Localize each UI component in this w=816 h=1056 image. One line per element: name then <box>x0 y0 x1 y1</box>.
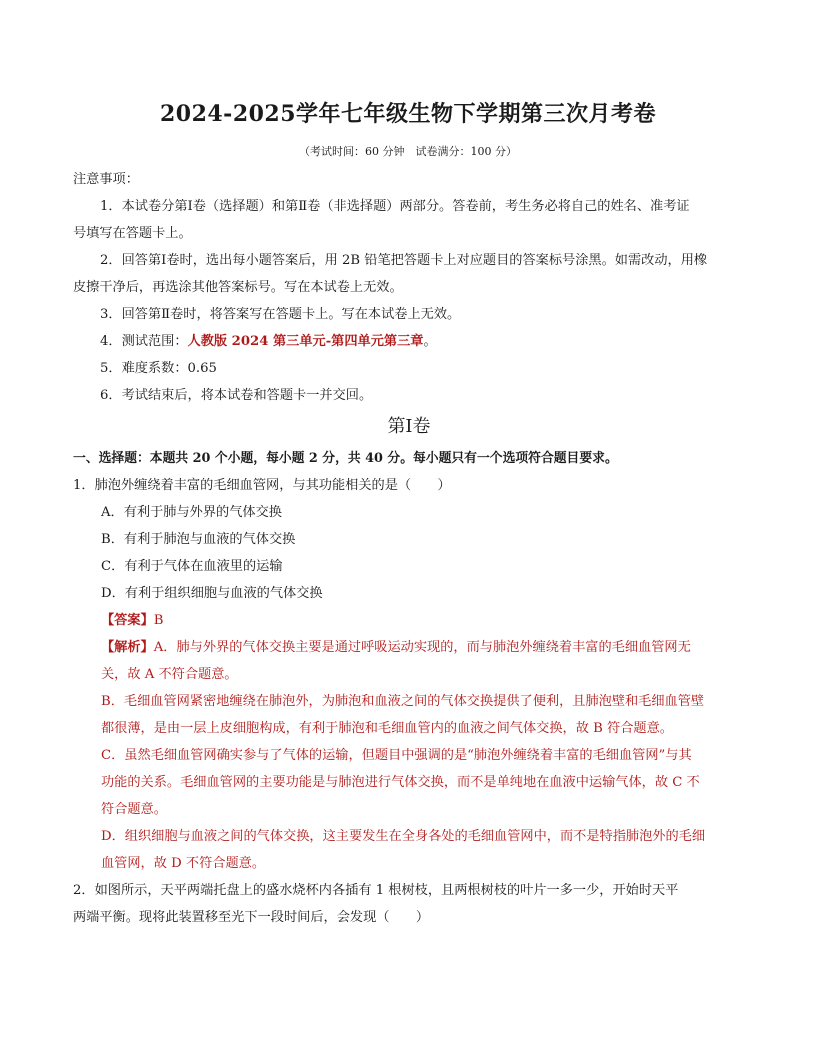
mcq-heading: 一、选择题：本题共 20 个小题，每小题 2 分，共 40 分。每小题只有一个选项符合题目要求。 <box>73 451 618 466</box>
answer-value: B <box>153 613 164 628</box>
analysis-c-line-2: 功能的关系。毛细血管网的主要功能是与肺泡进行气体交换，而不是单纯地在血液中运输气体，故 C 不 <box>101 775 700 790</box>
question-2-stem: 2．如图所示，天平两端托盘上的盛水烧杯内各插有 1 根树枝，且两根树枝的叶片一多一少，开始时天平 <box>73 883 679 898</box>
analysis-c-line-3: 符合题意。 <box>101 802 167 817</box>
section-title: 第Ⅰ卷 <box>387 416 431 437</box>
page-title: 2024-2025学年七年级生物下学期第三次月考卷 <box>159 101 657 127</box>
test-scope: 人教版 2024 第三单元-第四单元第三章 <box>187 334 424 349</box>
analysis-b-line-2: 都很薄，是由一层上皮细胞构成，有利于肺泡和毛细血管内的血液之间气体交换，故 B 符合题意。 <box>101 721 673 736</box>
notice-item-2: 2．回答第Ⅰ卷时，选出每小题答案后，用 2B 铅笔把答题卡上对应题目的答案标号涂黑。如需改动，用橡 <box>100 253 708 268</box>
q1-option-d: D．有利于组织细胞与血液的气体交换 <box>101 586 323 601</box>
notice-item-1: 1．本试卷分第Ⅰ卷（选择题）和第Ⅱ卷（非选择题）两部分。答卷前，考生务必将自己的姓名、准考证 <box>100 199 690 214</box>
analysis-a-line-1: A．肺与外界的气体交换主要是通过呼吸运动实现的，而与肺泡外缠绕着丰富的毛细血管网无 <box>153 640 691 655</box>
exam-content <box>73 166 745 931</box>
notice-item-4-suffix: 。 <box>423 334 437 349</box>
question-1-stem: 1．肺泡外缠绕着丰富的毛细血管网，与其功能相关的是（ ） <box>73 478 451 493</box>
analysis-d-line-1: D．组织细胞与血液之间的气体交换，这主要发生在全身各处的毛细血管网中，而不是特指肺泡外的毛细 <box>101 829 706 844</box>
q1-option-a: A．有利于肺与外界的气体交换 <box>101 505 282 520</box>
q1-option-c: C．有利于气体在血液里的运输 <box>101 559 283 574</box>
q1-answer <box>73 607 745 634</box>
analysis-a-line-2: 关，故 A 不符合题意。 <box>101 667 238 682</box>
q1-analysis-a <box>73 634 745 661</box>
q1-option-b: B．有利于肺泡与血液的气体交换 <box>101 532 296 547</box>
analysis-c-line-1: C．虽然毛细血管网确实参与了气体的运输，但题目中强调的是“肺泡外缠绕着丰富的毛细血管网”与其 <box>101 748 692 763</box>
notice-item-4-prefix: 4．测试范围： <box>100 334 188 349</box>
notice-item-6: 6．考试结束后，将本试卷和答题卡一并交回。 <box>100 388 373 403</box>
analysis-d-line-2: 血管网，故 D 不符合题意。 <box>101 856 266 871</box>
notice-item-3: 3．回答第Ⅱ卷时，将答案写在答题卡上。写在本试卷上无效。 <box>100 307 461 322</box>
analysis-label: 【解析】 <box>101 640 154 655</box>
notice-item-4 <box>73 328 745 355</box>
exam-info: （考试时间：60 分钟 试卷满分：100 分） <box>299 145 517 158</box>
notice-item-2-cont: 皮擦干净后，再选涂其他答案标号。写在本试卷上无效。 <box>73 280 403 295</box>
notice-heading: 注意事项： <box>73 172 139 187</box>
notice-item-5: 5．难度系数：0.65 <box>100 361 217 376</box>
notice-item-1-cont: 号填写在答题卡上。 <box>73 226 192 241</box>
analysis-b-line-1: B．毛细血管网紧密地缠绕在肺泡外，为肺泡和血液之间的气体交换提供了便利，且肺泡壁和毛细血管壁 <box>101 694 705 709</box>
answer-label: 【答案】 <box>101 613 154 628</box>
question-2-stem-cont: 两端平衡。现将此装置移至光下一段时间后，会发现（ ） <box>73 910 430 925</box>
